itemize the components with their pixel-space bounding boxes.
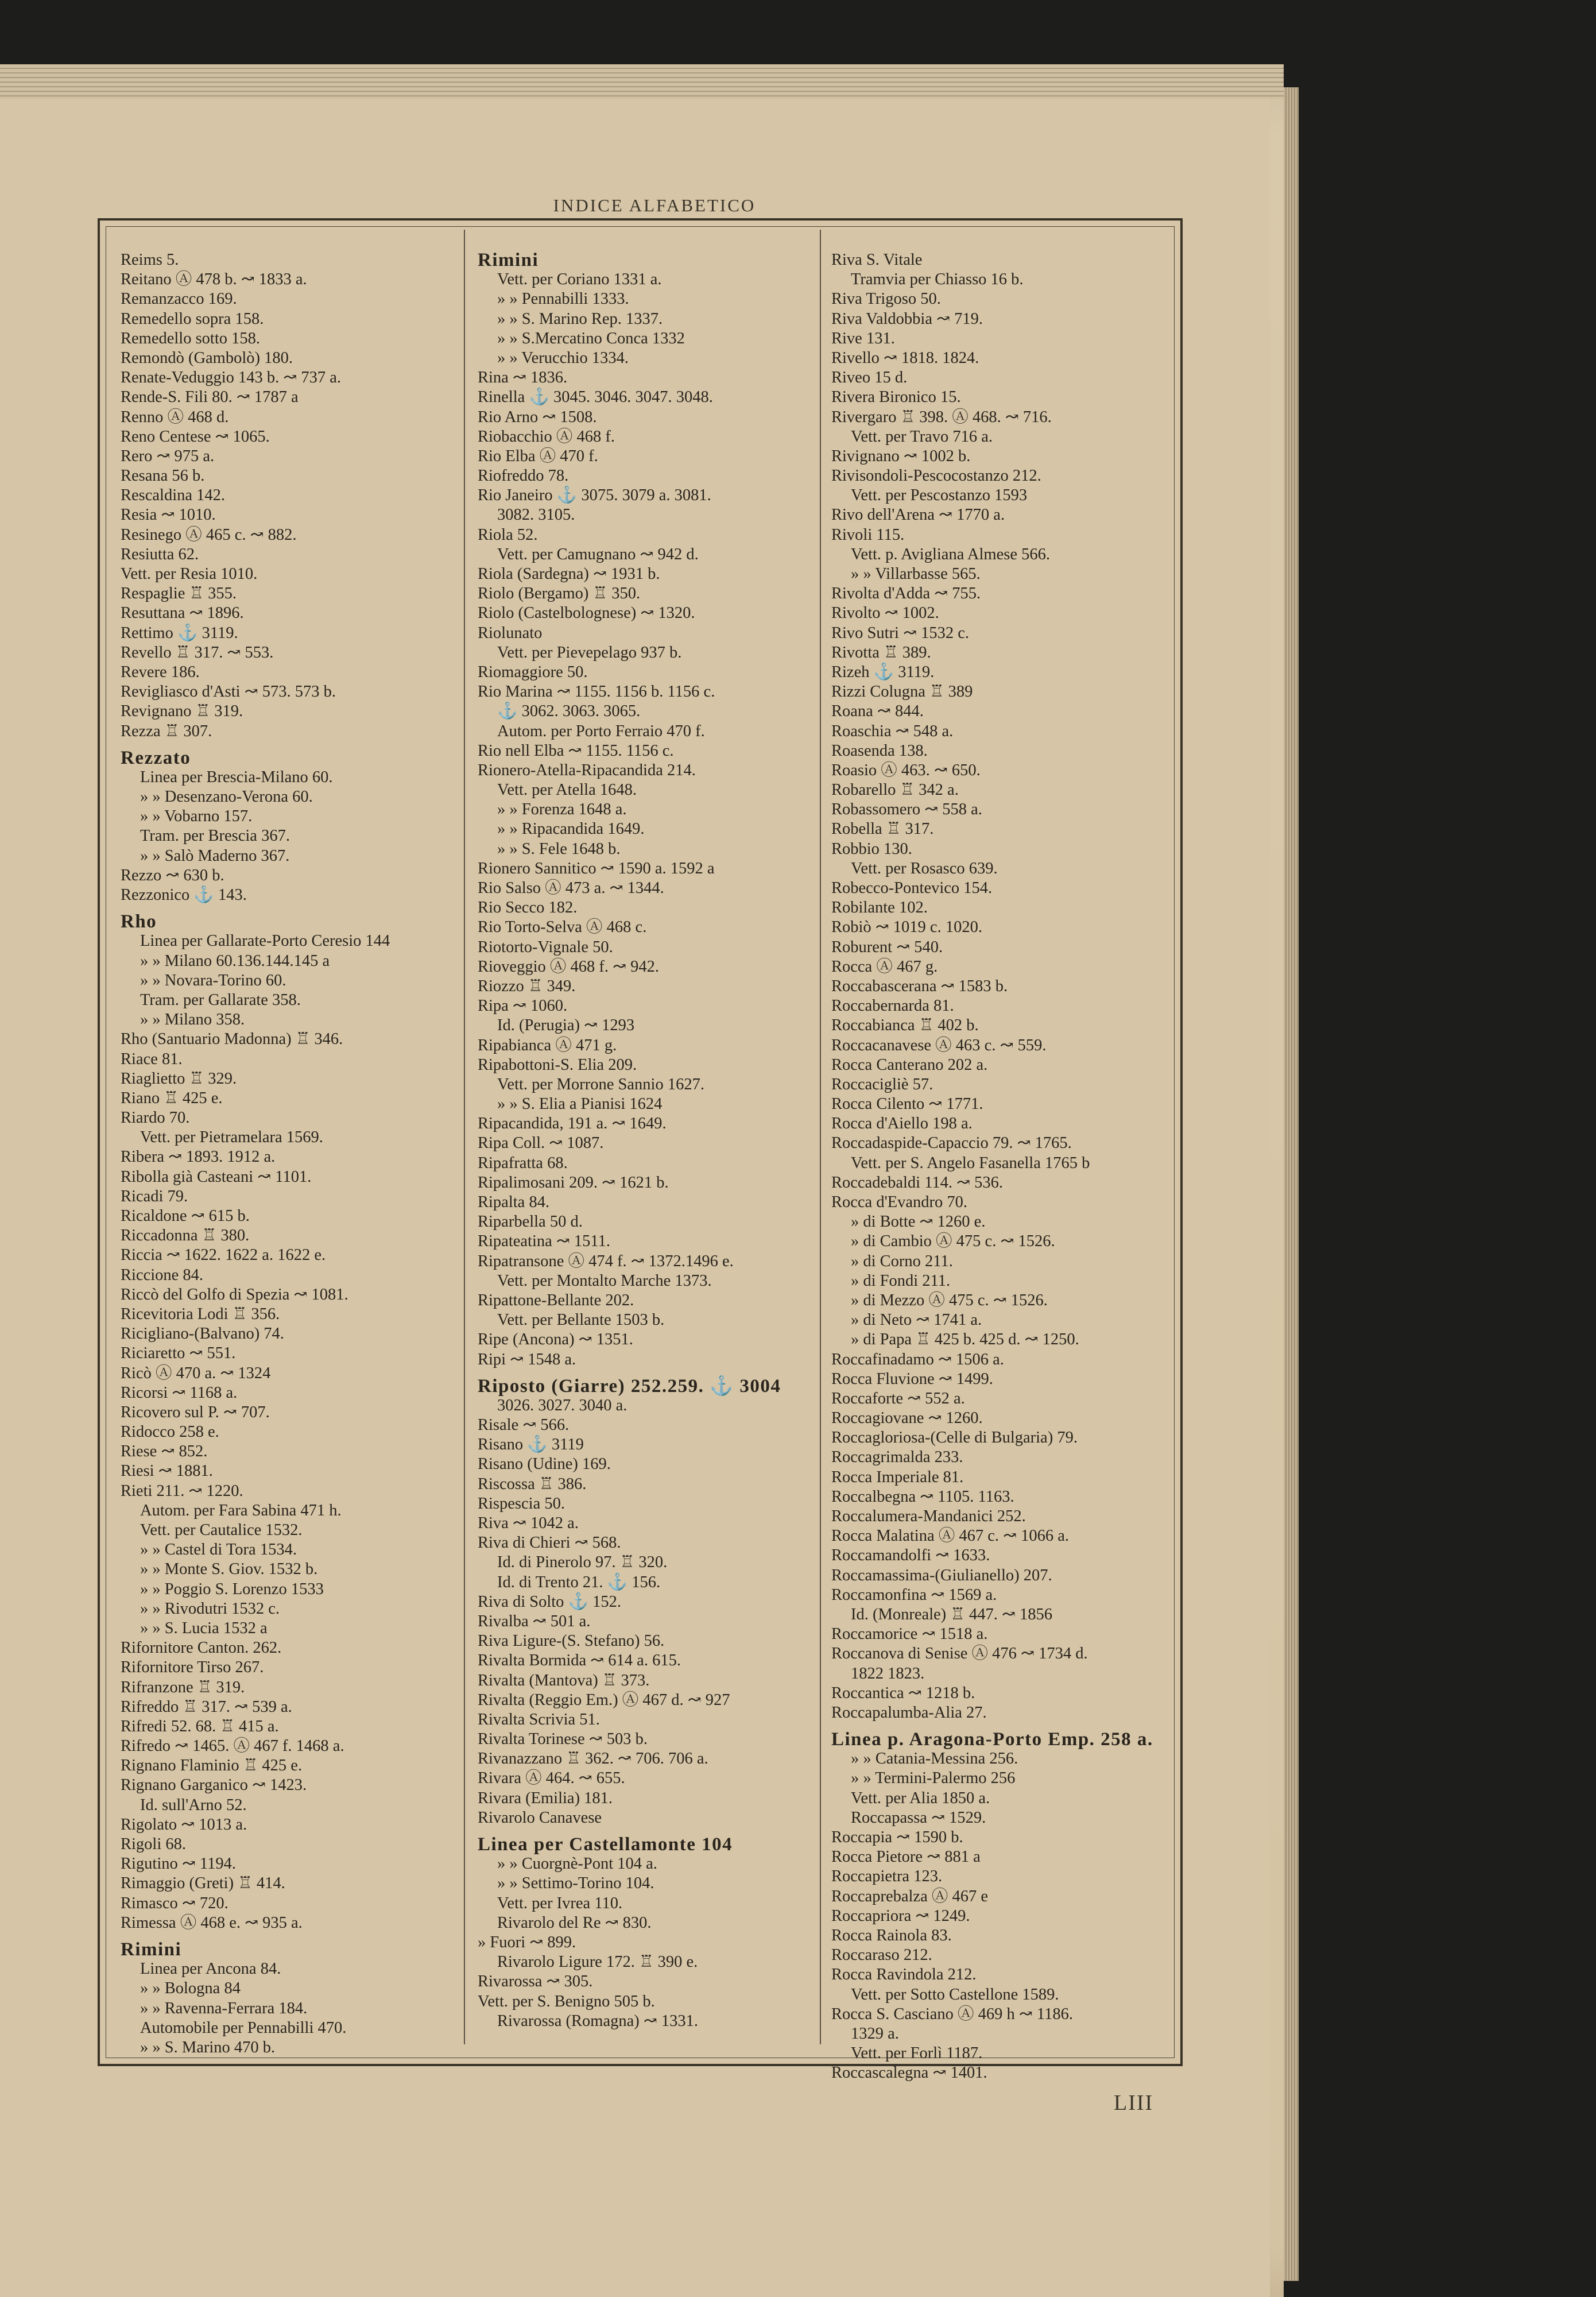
index-entry: » » Pennabilli 1333. <box>497 290 629 308</box>
index-entry: Rionero-Atella-Ripacandida 214. <box>478 761 696 779</box>
index-entry: » di Papa ♖ 425 b. 425 d. ↝ 1250. <box>851 1331 1079 1349</box>
index-entry: Rifredi 52. 68. ♖ 415 a. <box>121 1717 279 1735</box>
index-entry: Riva Ligure-(S. Stefano) 56. <box>478 1632 665 1650</box>
index-entry: Rivalta Torinese ↝ 503 b. <box>478 1730 648 1749</box>
index-entry: Riolo (Castelbolognese) ↝ 1320. <box>478 604 695 622</box>
index-entry: Rivara Ⓐ 464. ↝ 655. <box>478 1769 625 1788</box>
index-entry: » di Botte ↝ 1260 e. <box>851 1213 986 1231</box>
index-entry: Roccadebaldi 114. ↝ 536. <box>831 1173 1004 1192</box>
index-entry: Rivalta (Reggio Em.) Ⓐ 467 d. ↝ 927 <box>478 1691 730 1709</box>
index-entry: » » S. Lucia 1532 a <box>140 1619 268 1637</box>
index-entry: Ricevitoria Lodi ♖ 356. <box>121 1305 280 1323</box>
index-entry: Rivo dell'Arena ↝ 1770 a. <box>831 506 1005 524</box>
page-edges <box>0 64 1284 99</box>
index-entry: Riva S. Vitale <box>831 251 923 269</box>
index-entry: Riparbella 50 d. <box>478 1213 583 1231</box>
index-entry: Rocca Rainola 83. <box>831 1926 952 1944</box>
index-entry: Revere 186. <box>121 663 200 681</box>
index-entry: Renate-Veduggio 143 b. ↝ 737 a. <box>121 369 342 387</box>
index-entry: Rivolta d'Adda ↝ 755. <box>831 585 981 603</box>
column-rule <box>464 230 465 2044</box>
index-entry: Vett. p. Avigliana Almese 566. <box>851 545 1050 563</box>
index-entry: Roccamonfina ↝ 1569 a. <box>831 1586 997 1604</box>
index-entry: Roccagloriosa-(Celle di Bulgaria) 79. <box>831 1429 1078 1447</box>
index-entry: Vett. per Coriano 1331 a. <box>497 270 662 289</box>
index-entry: Rifornitore Canton. 262. <box>121 1639 282 1657</box>
index-entry: » » Ripacandida 1649. <box>497 820 645 838</box>
index-entry: Resinego Ⓐ 465 c. ↝ 882. <box>121 525 297 544</box>
index-entry: Riscossa ♖ 386. <box>478 1475 587 1493</box>
index-entry: Rivalta Bormida ↝ 614 a. 615. <box>478 1652 681 1670</box>
index-entry: Ripa ↝ 1060. <box>478 997 568 1015</box>
index-entry: Vett. per S. Benigno 505 b. <box>478 1992 655 2010</box>
index-entry: Riva di Chieri ↝ 568. <box>478 1534 621 1552</box>
index-entry: Rettimo ⚓ 3119. <box>121 624 238 642</box>
index-entry: Riofreddo 78. <box>478 467 569 485</box>
index-entry: Vett. per Pescostanzo 1593 <box>851 486 1028 505</box>
index-entry: Rive 131. <box>831 329 895 347</box>
index-entry: Rio nell Elba ↝ 1155. 1156 c. <box>478 741 674 760</box>
index-entry: Riolunato <box>478 624 543 642</box>
index-entry: Rizeh ⚓ 3119. <box>831 663 935 681</box>
index-entry: » di Cambio Ⓐ 475 c. ↝ 1526. <box>851 1232 1055 1251</box>
index-entry: » » Villarbasse 565. <box>851 565 981 583</box>
index-entry: Roasio Ⓐ 463. ↝ 650. <box>831 761 981 779</box>
index-entry: Vett. per S. Angelo Fasanella 1765 b <box>851 1154 1090 1172</box>
index-entry: Roccadaspide-Capaccio 79. ↝ 1765. <box>831 1134 1072 1153</box>
index-entry: Ridocco 258 e. <box>121 1423 219 1441</box>
index-entry: Rivara (Emilia) 181. <box>478 1789 613 1807</box>
index-entry: Linea per Gallarate-Porto Ceresio 144 <box>140 932 390 950</box>
index-entry: » » Settimo-Torino 104. <box>497 1874 654 1893</box>
index-entry: Roccamassima-(Giulianello) 207. <box>831 1566 1052 1584</box>
index-entry: Riozzo ♖ 349. <box>478 977 576 995</box>
index-entry: Roccamandolfi ↝ 1633. <box>831 1546 990 1565</box>
index-entry: » » Termini-Palermo 256 <box>851 1769 1016 1788</box>
index-entry: Riva Trigoso 50. <box>831 290 941 308</box>
index-entry: 1822 1823. <box>851 1664 925 1683</box>
index-entry: Roccapriora ↝ 1249. <box>831 1907 970 1925</box>
index-entry: 3026. 3027. 3040 a. <box>497 1396 627 1414</box>
index-entry: Ripafratta 68. <box>478 1154 568 1172</box>
index-entry: Rivotta ♖ 389. <box>831 643 931 662</box>
index-entry: Rho (Santuario Madonna) ♖ 346. <box>121 1030 343 1049</box>
index-entry: Robilante 102. <box>831 899 928 917</box>
index-entry: » » Forenza 1648 a. <box>497 801 627 819</box>
index-entry: Risano (Udine) 169. <box>478 1455 611 1474</box>
index-heading: Rezzato <box>121 747 191 768</box>
index-entry: Id. (Monreale) ♖ 447. ↝ 1856 <box>851 1605 1052 1623</box>
index-entry: Rero ↝ 975 a. <box>121 447 215 465</box>
index-entry: Rifornitore Tirso 267. <box>121 1658 264 1677</box>
index-entry: Riomaggiore 50. <box>478 663 588 681</box>
index-entry: Rio Secco 182. <box>478 899 578 917</box>
index-entry: Ripabottoni-S. Elia 209. <box>478 1055 637 1074</box>
index-entry: Reitano Ⓐ 478 b. ↝ 1833 a. <box>121 270 307 289</box>
index-entry: Riolo (Bergamo) ♖ 350. <box>478 585 641 603</box>
index-entry: Rezzonico ⚓ 143. <box>121 886 247 904</box>
index-entry: Rivergaro ♖ 398. Ⓐ 468. ↝ 716. <box>831 408 1052 426</box>
index-entry: Renno Ⓐ 468 d. <box>121 408 229 426</box>
index-entry: Ripabianca Ⓐ 471 g. <box>478 1036 617 1054</box>
index-entry: Rocca Cilento ↝ 1771. <box>831 1095 983 1113</box>
index-entry: » » Cuorgnè-Pont 104 a. <box>497 1855 657 1873</box>
index-entry: Tram. per Brescia 367. <box>140 827 290 845</box>
index-entry: Ricigliano-(Balvano) 74. <box>121 1325 284 1343</box>
index-entry: Remedello sopra 158. <box>121 310 264 328</box>
index-entry: Resia ↝ 1010. <box>121 506 216 524</box>
index-entry: Riveo 15 d. <box>831 369 908 387</box>
index-entry: Autom. per Fara Sabina 471 h. <box>140 1501 342 1519</box>
index-entry: Robiò ↝ 1019 c. 1020. <box>831 918 982 937</box>
index-entry: Resiutta 62. <box>121 545 199 563</box>
index-entry: Rifranzone ♖ 319. <box>121 1678 245 1696</box>
index-entry: Roccapalumba-Alia 27. <box>831 1703 987 1722</box>
index-entry: Rionero Sannitico ↝ 1590 a. 1592 a <box>478 859 715 877</box>
index-entry: Ricovero sul P. ↝ 707. <box>121 1403 270 1421</box>
index-entry: Rocca Canterano 202 a. <box>831 1055 988 1074</box>
index-entry: » » Ravenna-Ferrara 184. <box>140 1999 308 2017</box>
index-entry: Rieti 211. ↝ 1220. <box>121 1482 243 1500</box>
index-entry: Rio Elba Ⓐ 470 f. <box>478 447 598 465</box>
index-entry: » » S. Elia a Pianisi 1624 <box>497 1095 663 1113</box>
index-entry: 1329 a. <box>851 2024 899 2043</box>
index-entry: » » Novara-Torino 60. <box>140 971 286 989</box>
index-entry: Rifredo ↝ 1465. Ⓐ 467 f. 1468 a. <box>121 1737 344 1755</box>
index-entry: Rimasco ↝ 720. <box>121 1894 228 1912</box>
index-entry: Rifreddo ♖ 317. ↝ 539 a. <box>121 1697 292 1716</box>
index-heading: Rimini <box>121 1939 182 1960</box>
index-entry: Tram. per Gallarate 358. <box>140 991 301 1009</box>
index-entry: Roccagrimalda 233. <box>831 1448 963 1467</box>
index-entry: Roccabianca ♖ 402 b. <box>831 1016 979 1035</box>
index-entry: Roaschia ↝ 548 a. <box>831 722 954 740</box>
index-entry: Ripa Coll. ↝ 1087. <box>478 1134 604 1153</box>
index-entry: Rivalba ↝ 501 a. <box>478 1612 591 1630</box>
index-entry: Rivo Sutri ↝ 1532 c. <box>831 624 970 642</box>
index-entry: » » Vobarno 157. <box>140 807 253 826</box>
index-entry: Robassomero ↝ 558 a. <box>831 801 982 819</box>
index-entry: Vett. per Pievepelago 937 b. <box>497 643 682 662</box>
index-heading: Linea per Castellamonte 104 <box>478 1834 733 1855</box>
index-entry: Robella ♖ 317. <box>831 820 934 838</box>
index-entry: Rezzo ↝ 630 b. <box>121 866 224 884</box>
index-column-1 <box>121 250 454 2058</box>
index-entry: Rignano Garganico ↝ 1423. <box>121 1776 307 1795</box>
index-entry: ⚓ 3062. 3063. 3065. <box>497 702 641 721</box>
index-column-2 <box>478 250 811 2031</box>
index-entry: Tramvia per Chiasso 16 b. <box>851 270 1024 289</box>
index-entry: » Fuori ↝ 899. <box>478 1933 576 1951</box>
index-entry: Rivalta Scrivia 51. <box>478 1710 600 1728</box>
index-entry: » di Fondi 211. <box>851 1271 951 1290</box>
index-entry: Rimaggio (Greti) ♖ 414. <box>121 1874 285 1893</box>
index-entry: Roccaforte ↝ 552 a. <box>831 1389 965 1407</box>
index-entry: Riccione 84. <box>121 1266 204 1284</box>
index-entry: Vett. per Cautalice 1532. <box>140 1521 303 1539</box>
index-entry: Rende-S. Fili 80. ↝ 1787 a <box>121 388 299 407</box>
index-entry: Roccacanavese Ⓐ 463 c. ↝ 559. <box>831 1036 1047 1054</box>
index-entry: Rocca Pietore ↝ 881 a <box>831 1848 981 1866</box>
index-entry: Rigolato ↝ 1013 a. <box>121 1815 247 1834</box>
index-entry: Automobile per Pennabilli 470. <box>140 2018 347 2037</box>
index-entry: Respaglie ♖ 355. <box>121 585 237 603</box>
index-entry: Riesi ↝ 1881. <box>121 1462 213 1480</box>
index-entry: Roasenda 138. <box>831 741 928 760</box>
index-entry: Roccafinadamo ↝ 1506 a. <box>831 1350 1004 1368</box>
index-entry: Riccia ↝ 1622. 1622 a. 1622 e. <box>121 1246 326 1264</box>
index-entry: Roccacigliè 57. <box>831 1075 933 1093</box>
index-entry: Roccapietra 123. <box>831 1867 943 1886</box>
index-entry: Vett. per Atella 1648. <box>497 781 637 799</box>
index-entry: Roccalbegna ↝ 1105. 1163. <box>831 1487 1014 1506</box>
index-entry: Vett. per Alia 1850 a. <box>851 1789 990 1807</box>
index-entry: » di Corno 211. <box>851 1252 953 1270</box>
index-entry: Vett. per Bellante 1503 b. <box>497 1311 665 1329</box>
index-entry: Riva ↝ 1042 a. <box>478 1514 579 1532</box>
index-entry: Rescaldina 142. <box>121 486 226 505</box>
index-entry: Roccaraso 212. <box>831 1946 932 1965</box>
index-entry: Rocca Malatina Ⓐ 467 c. ↝ 1066 a. <box>831 1527 1070 1545</box>
index-entry: » » Verucchio 1334. <box>497 349 629 367</box>
index-entry: Rivisondoli-Pescocostanzo 212. <box>831 467 1041 485</box>
index-entry: Resuttana ↝ 1896. <box>121 604 244 622</box>
index-entry: Riese ↝ 852. <box>121 1443 208 1461</box>
index-entry: Riola 52. <box>478 525 538 544</box>
index-entry: Riano ♖ 425 e. <box>121 1089 223 1107</box>
index-entry: Ricorsi ↝ 1168 a. <box>121 1383 238 1402</box>
index-entry: Ripi ↝ 1548 a. <box>478 1350 576 1368</box>
index-entry: Rocca d'Evandro 70. <box>831 1193 968 1211</box>
index-entry: Rivoli 115. <box>831 525 905 544</box>
index-entry: Vett. per Forlì 1187. <box>851 2044 983 2063</box>
index-entry: Remedello sotto 158. <box>121 329 261 347</box>
index-entry: Linea per Brescia-Milano 60. <box>140 768 333 786</box>
index-entry: Linea per Ancona 84. <box>140 1960 281 1978</box>
index-entry: Rispescia 50. <box>478 1494 565 1513</box>
index-entry: Rio Salso Ⓐ 473 a. ↝ 1344. <box>478 879 664 897</box>
index-entry: Roccanova di Senise Ⓐ 476 ↝ 1734 d. <box>831 1645 1088 1663</box>
index-entry: Rocca Ravindola 212. <box>831 1966 977 1984</box>
index-entry: Rignano Flaminio ♖ 425 e. <box>121 1757 303 1775</box>
index-entry: Roccalumera-Mandanici 252. <box>831 1507 1026 1525</box>
index-entry: » » Poggio S. Lorenzo 1533 <box>140 1580 324 1598</box>
index-entry: Riciaretto ↝ 551. <box>121 1344 236 1363</box>
index-entry: Vett. per Ivrea 110. <box>497 1894 623 1912</box>
index-heading: Linea p. Aragona-Porto Emp. 258 a. <box>831 1729 1153 1750</box>
index-entry: Riva di Solto ⚓ 152. <box>478 1592 622 1611</box>
index-entry: Rivarolo Canavese <box>478 1808 602 1827</box>
index-entry: » » Bologna 84 <box>140 1979 241 1998</box>
index-entry: Ripalimosani 209. ↝ 1621 b. <box>478 1173 669 1192</box>
index-entry: Reims 5. <box>121 251 179 269</box>
index-entry: Ripateatina ↝ 1511. <box>478 1232 610 1251</box>
index-entry: Remondò (Gambolò) 180. <box>121 349 293 367</box>
index-entry: » » Milano 358. <box>140 1011 245 1029</box>
index-entry: Ricò Ⓐ 470 a. ↝ 1324 <box>121 1364 271 1382</box>
index-entry: Ribolla già Casteani ↝ 1101. <box>121 1167 312 1186</box>
index-entry: Revello ♖ 317. ↝ 553. <box>121 643 274 662</box>
index-entry: Riaglietto ♖ 329. <box>121 1069 237 1088</box>
index-entry: Risale ↝ 566. <box>478 1416 570 1434</box>
index-entry: Ripalta 84. <box>478 1193 550 1211</box>
index-entry: Roburent ↝ 540. <box>831 938 943 956</box>
index-entry: Rocca d'Aiello 198 a. <box>831 1115 973 1133</box>
index-entry: Vett. per Rosasco 639. <box>851 859 998 877</box>
index-entry: » » S.Mercatino Conca 1332 <box>497 329 685 347</box>
index-entry: Rivanazzano ♖ 362. ↝ 706. 706 a. <box>478 1750 708 1768</box>
index-entry: Vett. per Montalto Marche 1373. <box>497 1271 712 1290</box>
index-entry: Roccabernarda 81. <box>831 997 954 1015</box>
index-heading: Rho <box>121 911 157 933</box>
index-entry: Roccantica ↝ 1218 b. <box>831 1684 975 1702</box>
index-entry: Rio Torto-Selva Ⓐ 468 c. <box>478 918 647 937</box>
index-entry: Riva Valdobbia ↝ 719. <box>831 310 983 328</box>
index-entry: Rivarossa ↝ 305. <box>478 1973 593 1991</box>
index-entry: » » S. Marino 470 b. <box>140 2038 276 2056</box>
index-entry: Vett. per Sotto Castellone 1589. <box>851 1985 1059 2004</box>
index-entry: Rocca S. Casciano Ⓐ 469 h ↝ 1186. <box>831 2005 1073 2023</box>
index-entry: Rivera Bironico 15. <box>831 388 961 407</box>
index-entry: Risano ⚓ 3119 <box>478 1436 584 1454</box>
index-entry: » di Mezzo Ⓐ 475 c. ↝ 1526. <box>851 1291 1048 1309</box>
index-entry: Riccò del Golfo di Spezia ↝ 1081. <box>121 1285 348 1304</box>
index-entry: Riccadonna ♖ 380. <box>121 1227 250 1245</box>
index-entry: Ripatransone Ⓐ 474 f. ↝ 1372.1496 e. <box>478 1252 734 1270</box>
index-entry: Id. sull'Arno 52. <box>140 1796 247 1814</box>
index-heading: Rimini <box>478 250 539 270</box>
index-entry: » » Catania-Messina 256. <box>851 1750 1018 1768</box>
index-entry: Rivalta (Mantova) ♖ 373. <box>478 1671 650 1689</box>
index-entry: Rina ↝ 1836. <box>478 369 568 387</box>
index-entry: Ripe (Ancona) ↝ 1351. <box>478 1331 633 1349</box>
index-entry: Riardo 70. <box>121 1109 190 1127</box>
index-entry: Ricaldone ↝ 615 b. <box>121 1207 250 1225</box>
index-entry: Roana ↝ 844. <box>831 702 924 721</box>
index-entry: Vett. per Pietramelara 1569. <box>140 1128 323 1147</box>
index-entry: » » Rivodutri 1532 c. <box>140 1599 280 1618</box>
index-entry: Riobacchio Ⓐ 468 f. <box>478 427 615 446</box>
index-entry: Vett. per Resia 1010. <box>121 565 258 583</box>
index-entry: Rioveggio Ⓐ 468 f. ↝ 942. <box>478 957 659 976</box>
index-entry: Rivarolo Ligure 172. ♖ 390 e. <box>497 1953 698 1971</box>
index-entry: Rizzi Colugna ♖ 389 <box>831 683 973 701</box>
index-entry: Roccapia ↝ 1590 b. <box>831 1828 963 1846</box>
index-entry: Rivarossa (Romagna) ↝ 1331. <box>497 2012 698 2030</box>
index-entry: Id. di Pinerolo 97. ♖ 320. <box>497 1553 668 1572</box>
index-entry: Rimessa Ⓐ 468 e. ↝ 935 a. <box>121 1913 303 1932</box>
index-entry: Riola (Sardegna) ↝ 1931 b. <box>478 565 660 583</box>
index-entry: Rio Marina ↝ 1155. 1156 b. 1156 c. <box>478 683 715 701</box>
index-entry: Rivignano ↝ 1002 b. <box>831 447 971 465</box>
index-entry: » » Desenzano-Verona 60. <box>140 788 313 806</box>
index-entry: Roccapassa ↝ 1529. <box>851 1808 986 1827</box>
index-entry: 3082. 3105. <box>497 506 575 524</box>
index-column-3 <box>831 250 1164 2083</box>
index-entry: Roccascalegna ↝ 1401. <box>831 2064 987 2082</box>
index-entry: Vett. per Travo 716 a. <box>851 427 993 446</box>
index-entry: Riace 81. <box>121 1050 183 1068</box>
index-entry: Rocca Ⓐ 467 g. <box>831 957 938 976</box>
index-entry: Vett. per Camugnano ↝ 942 d. <box>497 545 699 563</box>
index-entry: Revigliasco d'Asti ↝ 573. 573 b. <box>121 683 336 701</box>
running-head: INDICE ALFABETICO <box>553 195 756 215</box>
index-entry: » » S. Marino Rep. 1337. <box>497 310 663 328</box>
index-entry: Rivarolo del Re ↝ 830. <box>497 1913 652 1932</box>
index-entry: Resana 56 b. <box>121 467 205 485</box>
index-entry: Ripacandida, 191 a. ↝ 1649. <box>478 1115 667 1133</box>
index-entry: Roccaprebalza Ⓐ 467 e <box>831 1887 988 1905</box>
index-entry: Vett. per Morrone Sannio 1627. <box>497 1075 704 1093</box>
index-entry: Remanzacco 169. <box>121 290 237 308</box>
index-entry: Ripattone-Bellante 202. <box>478 1291 634 1309</box>
index-entry: Roccamorice ↝ 1518 a. <box>831 1625 988 1644</box>
index-entry: » » Milano 60.136.144.145 a <box>140 952 330 970</box>
page-number: LIII <box>1114 2091 1154 2115</box>
index-entry: Robecco-Pontevico 154. <box>831 879 993 897</box>
index-entry: Revignano ♖ 319. <box>121 702 243 721</box>
index-entry: Id. (Perugia) ↝ 1293 <box>497 1016 635 1035</box>
index-entry: Robbio 130. <box>831 840 912 858</box>
index-entry: Rigoli 68. <box>121 1835 187 1853</box>
index-entry: » » Castel di Tora 1534. <box>140 1541 297 1559</box>
index-entry: Rio Arno ↝ 1508. <box>478 408 597 426</box>
index-entry: Robarello ♖ 342 a. <box>831 781 959 799</box>
index-entry: Id. di Trento 21. ⚓ 156. <box>497 1573 661 1591</box>
index-entry: Ricadi 79. <box>121 1187 188 1205</box>
index-entry: Rivello ↝ 1818. 1824. <box>831 349 979 367</box>
index-entry: » » S. Fele 1648 b. <box>497 840 621 858</box>
index-entry: Riotorto-Vignale 50. <box>478 938 613 956</box>
index-entry: » di Neto ↝ 1741 a. <box>851 1311 982 1329</box>
column-rule <box>820 230 821 2044</box>
index-entry: Roccabascerana ↝ 1583 b. <box>831 977 1008 995</box>
index-entry: » » Monte S. Giov. 1532 b. <box>140 1560 318 1579</box>
index-entry: Autom. per Porto Ferraio 470 f. <box>497 722 705 740</box>
index-entry: Roccagiovane ↝ 1260. <box>831 1409 983 1428</box>
index-entry: Rio Janeiro ⚓ 3075. 3079 a. 3081. <box>478 486 711 505</box>
index-entry: Rinella ⚓ 3045. 3046. 3047. 3048. <box>478 388 713 407</box>
index-heading: Riposto (Giarre) 252.259. ⚓ 3004 <box>478 1375 781 1397</box>
index-entry: Rocca Imperiale 81. <box>831 1468 964 1486</box>
index-entry: Ribera ↝ 1893. 1912 a. <box>121 1148 276 1166</box>
index-entry: Rigutino ↝ 1194. <box>121 1855 236 1873</box>
index-entry: Reno Centese ↝ 1065. <box>121 427 270 446</box>
index-entry: » » Salò Maderno 367. <box>140 846 290 865</box>
index-entry: Rezza ♖ 307. <box>121 722 212 740</box>
index-entry: Rivolto ↝ 1002. <box>831 604 939 622</box>
index-entry: Rocca Fluvione ↝ 1499. <box>831 1370 993 1388</box>
